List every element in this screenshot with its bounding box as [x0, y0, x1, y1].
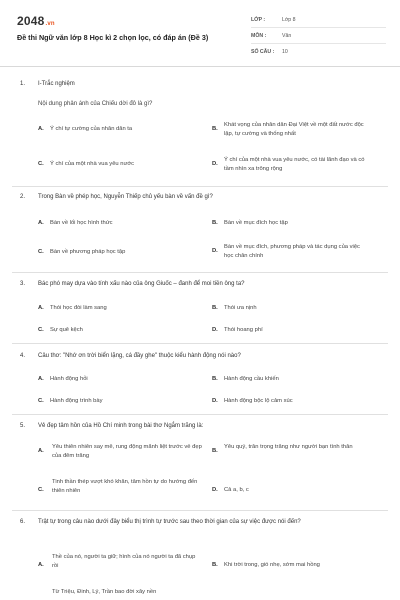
- question-text: I-Trắc nghiệm: [38, 81, 75, 87]
- meta-label: MÔN :: [251, 32, 267, 39]
- question-subtext: Nội dung phản ánh của Chiếu dời đô là gì?: [38, 101, 153, 107]
- option-letter: B.: [212, 305, 218, 311]
- option-letter: A.: [38, 448, 44, 454]
- option-letter: A.: [38, 220, 44, 226]
- option-text: Tinh thần thép vượt khó khăn, tâm hồn tự do hướng đến thiên nhiên: [52, 479, 198, 494]
- question-text: Trật tự trong câu nào dưới đây biểu thị trình tự trước sau theo thời gian của sự việc được nói đến?: [38, 519, 301, 525]
- option-letter: C.: [38, 161, 44, 167]
- option-text: Bàn về lối học hình thức: [50, 220, 113, 226]
- meta-row-subject: [251, 28, 386, 44]
- option-letter: B.: [212, 376, 218, 382]
- option-text: Bàn về mục đích học tập: [224, 220, 288, 226]
- option-text: Khi trời trong, gió nhẹ, sớm mai hồng: [224, 562, 320, 568]
- meta-value: Lớp 8: [282, 16, 296, 23]
- question-text: Trong Bàn về phép học, Nguyễn Thiếp chủ yếu bàn về vấn đề gì?: [38, 194, 213, 200]
- option-letter: D.: [212, 398, 218, 404]
- option-text: Thói hoang phí: [224, 327, 263, 333]
- option-text: Từ Triệu, Đinh, Lý, Trần bao đời xây nền: [52, 589, 157, 595]
- option-text: Yêu quý, trân trọng trăng như người bạn tình thân: [224, 444, 353, 450]
- divider: [12, 414, 388, 415]
- option-text: Ý chí tự cường của nhân dân ta: [50, 126, 133, 132]
- option-text: Thề của nó, người ta giữ; hình của nó người ta đã chụp rồi: [52, 554, 196, 569]
- option-letter: D.: [212, 487, 218, 493]
- question-number: 1.: [20, 81, 26, 87]
- option-letter: C.: [38, 398, 44, 404]
- question-text: Vẻ đẹp tâm hồn của Hồ Chí minh trong bài thơ Ngắm trăng là:: [38, 423, 204, 429]
- divider: [12, 272, 388, 273]
- option-text: Hành động bộc lộ cảm xúc: [224, 398, 293, 404]
- divider: [12, 186, 388, 187]
- logo-tld: .vn: [45, 21, 55, 27]
- option-text: Ý chí của một nhà vua yêu nước: [50, 161, 135, 167]
- logo[interactable]: [17, 14, 55, 28]
- meta-label: LỚP :: [251, 16, 266, 23]
- option-text: Bàn về phương pháp học tập: [50, 249, 126, 255]
- option-letter: C.: [38, 249, 44, 255]
- option-letter: D.: [212, 161, 218, 167]
- option-text: Sự quê kệch: [50, 327, 83, 333]
- option-text: Hành động hỏi: [50, 376, 88, 382]
- option-letter: A.: [38, 126, 44, 132]
- option-letter: B.: [212, 448, 218, 454]
- option-letter: B.: [212, 126, 218, 132]
- option-text: Hành động trình bày: [50, 398, 103, 404]
- question-number: 5.: [20, 423, 26, 429]
- meta-value: Văn: [282, 32, 292, 39]
- option-text: Bàn về mục đích, phương pháp và tác dụng của việc học chân chính: [224, 244, 360, 259]
- header: [0, 0, 400, 67]
- meta-table: [251, 12, 386, 59]
- option-text: Thói ưa nịnh: [224, 305, 257, 311]
- meta-label: SỐ CÂU :: [251, 48, 275, 55]
- option-letter: B.: [212, 220, 218, 226]
- meta-value: 10: [282, 48, 288, 55]
- option-text: Thói học đòi làm sang: [50, 305, 107, 311]
- option-text: Hành động cầu khiến: [224, 376, 279, 382]
- meta-row-class: [251, 12, 386, 28]
- option-letter: A.: [38, 305, 44, 311]
- question-number: 6.: [20, 519, 26, 525]
- page-title: Đề thi Ngữ văn lớp 8 Học kì 2 chọn lọc, có đáp án (Đề 3): [17, 33, 209, 42]
- option-letter: A.: [38, 376, 44, 382]
- question-number: 2.: [20, 194, 26, 200]
- divider: [12, 510, 388, 511]
- option-text: Yêu thiên nhiên say mê, rung động mãnh liệt trước vẻ đẹp của đêm trăng: [52, 444, 202, 459]
- option-text: Cả a, b, c: [224, 487, 249, 493]
- divider: [12, 343, 388, 344]
- question-text: Câu thơ: "Nhớ ơn trời biển lặng, cá đầy ghe" thuộc kiểu hành động nói nào?: [38, 353, 241, 359]
- logo-main: 2048: [17, 14, 45, 28]
- option-letter: C.: [38, 487, 44, 493]
- option-text: Khát vọng của nhân dân Đại Việt về một đất nước độc lập, tự cường và thống nhất: [224, 122, 364, 137]
- option-letter: A.: [38, 562, 44, 568]
- question-text: Bác phó may dựa vào tính xấu nào của ông Giuốc – đanh để moi tiền ông ta?: [38, 281, 245, 287]
- option-letter: D.: [212, 327, 218, 333]
- option-text: Ý chí của một nhà vua yêu nước, có tài lãnh đạo và có tầm nhìn xa trông rộng: [224, 157, 365, 172]
- question-number: 4.: [20, 353, 26, 359]
- option-letter: B.: [212, 562, 218, 568]
- meta-row-count: [251, 44, 386, 59]
- option-letter: D.: [212, 248, 218, 254]
- question-number: 3.: [20, 281, 26, 287]
- option-letter: C.: [38, 327, 44, 333]
